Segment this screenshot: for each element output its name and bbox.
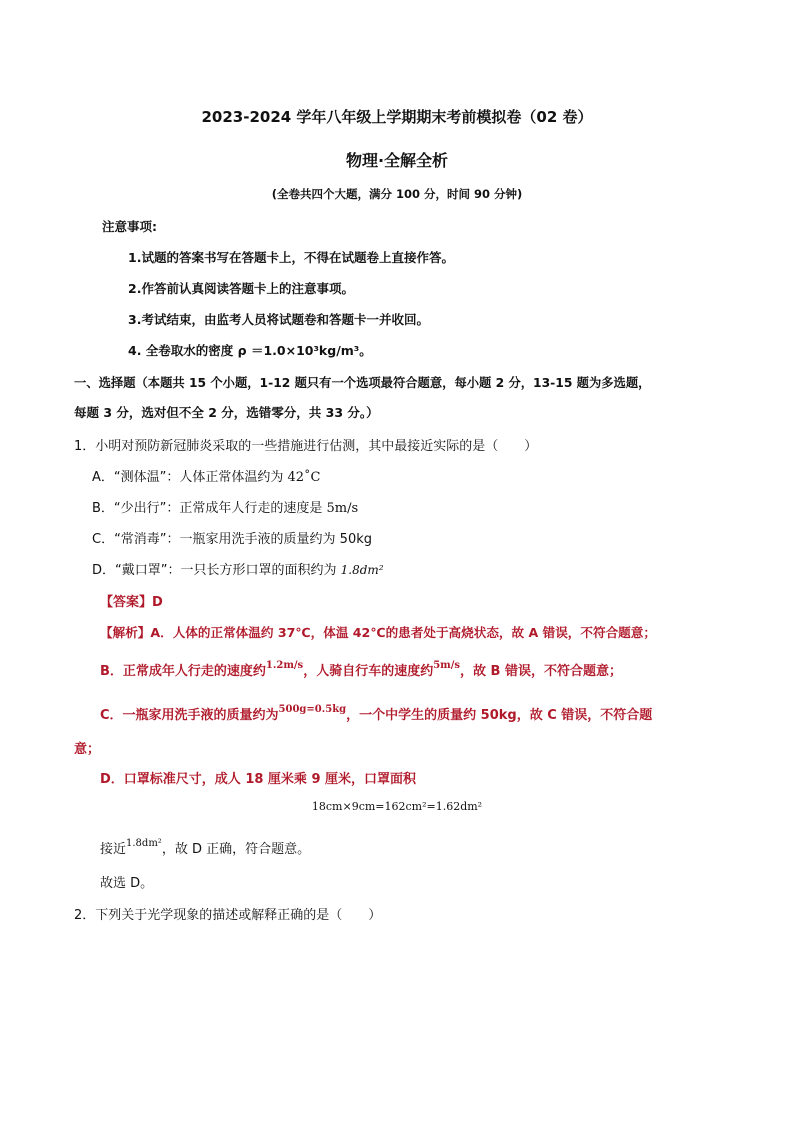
notice-item-4: 4. 全卷取水的密度 ρ ＝1.0×10³kg/m³。	[128, 343, 372, 358]
notice-heading: 注意事项:	[102, 219, 157, 234]
final-choice: 故选 D。	[100, 876, 154, 891]
option-a-text: A．“测体温”：人体正常体温约为	[92, 470, 284, 485]
analysis-conclusion	[100, 838, 310, 857]
question-2-stem: 2．下列关于光学现象的描述或解释正确的是（ ）	[74, 908, 382, 923]
document-title: 2023-2024 学年八年级上学期期末考前模拟卷（02 卷）	[201, 108, 593, 126]
option-b	[92, 497, 358, 516]
section-heading-line-1: 一、选择题（本题共 15 个小题，1-12 题只有一个选项最符合题意，每小题 2 分，13-15 题为多选题，	[74, 376, 651, 390]
option-d	[92, 559, 384, 578]
option-a-value: 42˚C	[287, 470, 321, 485]
notice-item-3: 3.考试结束，由监考人员将试题卷和答题卡一并收回。	[128, 312, 429, 327]
analysis-b-value-1: 1.2m/s	[265, 660, 304, 671]
section-heading-line-2: 每题 3 分，选对但不全 2 分，选错零分，共 33 分。）	[74, 405, 379, 420]
analysis-b-text-2: ，人骑自行车的速度约	[303, 664, 434, 679]
analysis-line-c	[100, 704, 652, 723]
notice-item-1: 1.试题的答案书写在答题卡上，不得在试题卷上直接作答。	[128, 250, 454, 265]
analysis-line-a	[100, 622, 656, 641]
answer-label: 【答案】D	[100, 595, 163, 610]
analysis-b-value-2: 5m/s	[433, 660, 461, 671]
conclusion-value: 1.8dm²	[126, 838, 162, 849]
analysis-c-text-2: ，一个中学生的质量约 50kg，故 C 错误，不符合题	[346, 708, 653, 723]
document-subtitle: 物理·全解全析	[345, 151, 449, 170]
conclusion-text-1: 接近	[100, 842, 127, 857]
analysis-line-b	[100, 660, 622, 679]
option-b-text: B．“少出行”：正常成年人行走的速度是	[92, 501, 323, 516]
notice-item-2: 2.作答前认真阅读答题卡上的注意事项。	[128, 281, 354, 296]
analysis-c-value: 500g=0.5kg	[278, 704, 347, 715]
analysis-line-d: D．口罩标准尺寸，成人 18 厘米乘 9 厘米，口罩面积	[100, 772, 417, 787]
option-c: C．“常消毒”：一瓶家用洗手液的质量约为 50kg	[92, 532, 373, 547]
option-a	[92, 466, 321, 485]
analysis-tag: 【解析】	[100, 625, 151, 640]
option-d-value: 1.8dm²	[340, 563, 384, 577]
analysis-a-text: A．人体的正常体温约 37℃，体温 42℃的患者处于高烧状态，故 A 错误，不符合题意；	[150, 625, 656, 640]
conclusion-text-2: ，故 D 正确，符合题意。	[161, 842, 311, 857]
analysis-c-text-1: C．一瓶家用洗手液的质量约为	[100, 708, 279, 723]
question-1-stem: 1．小明对预防新冠肺炎采取的一些措施进行估测，其中最接近实际的是（ ）	[74, 439, 538, 454]
analysis-line-c-continued: 意；	[74, 742, 101, 757]
option-d-text: D．“戴口罩”：一只长方形口罩的面积约为	[92, 563, 337, 578]
exam-scope-note: (全卷共四个大题，满分 100 分，时间 90 分钟)	[271, 187, 523, 201]
area-formula: 18cm×9cm=162cm²=1.62dm²	[311, 800, 483, 813]
analysis-b-text-1: B．正常成年人行走的速度约	[100, 664, 266, 679]
analysis-b-text-3: ，故 B 错误，不符合题意；	[460, 664, 622, 679]
option-b-value: 5m/s	[326, 501, 359, 516]
